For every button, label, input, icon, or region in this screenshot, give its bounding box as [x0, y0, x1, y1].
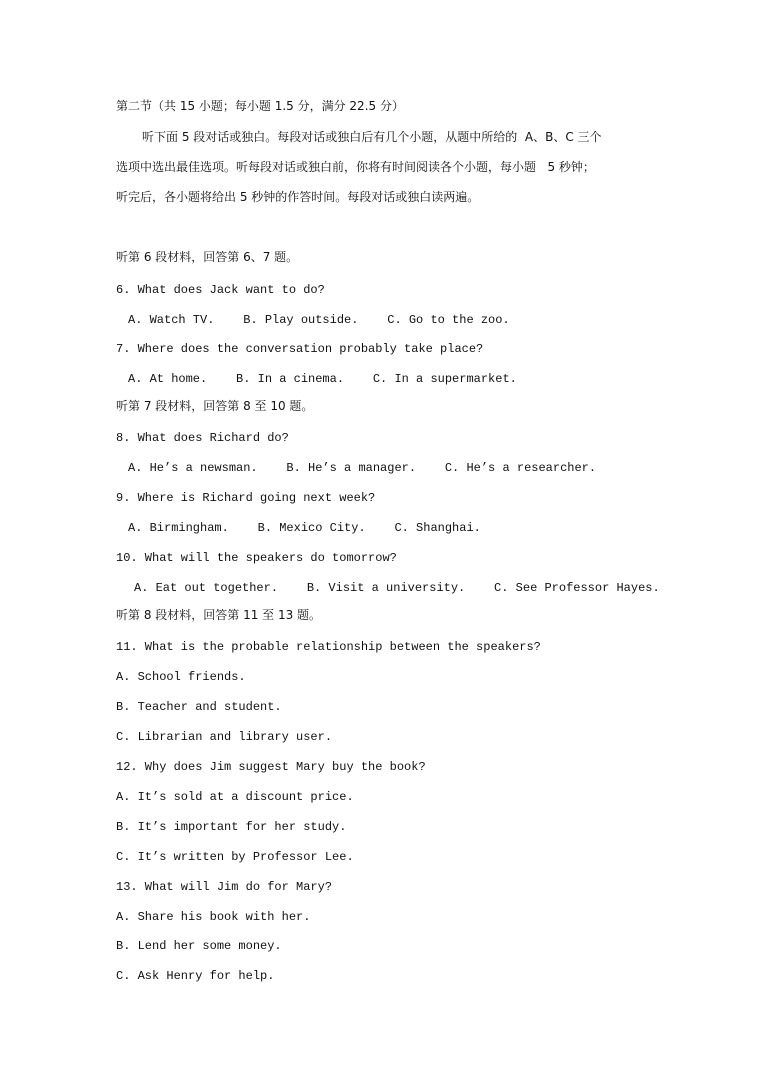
- question-11-option-c: C. Librarian and library user.: [116, 730, 333, 744]
- question-10-options: A. Eat out together. B. Visit a university. C. See Professor Hayes.: [134, 581, 660, 595]
- group-intro-7: 听第 7 段材料，回答第 8 至 10 题。: [116, 399, 314, 413]
- question-11-text: 11. What is the probable relationship between the speakers?: [116, 640, 541, 654]
- question-9-options: A. Birmingham. B. Mexico City. C. Shanghai.: [128, 521, 481, 535]
- question-12-option-b: B. It’s important for her study.: [116, 820, 347, 834]
- question-13-option-b: B. Lend her some money.: [116, 939, 282, 953]
- question-6-options: A. Watch TV. B. Play outside. C. Go to the zoo.: [128, 313, 510, 327]
- group-intro-6: 听第 6 段材料，回答第 6、7 题。: [116, 250, 299, 264]
- instruction-line-2: 选项中选出最佳选项。听每段对话或独白前，你将有时间阅读各个小题，每小题 5 秒钟；: [116, 160, 595, 174]
- question-12-text: 12. Why does Jim suggest Mary buy the book?: [116, 760, 426, 774]
- question-7-options: A. At home. B. In a cinema. C. In a supermarket.: [128, 372, 517, 386]
- question-6-text: 6. What does Jack want to do?: [116, 283, 325, 297]
- question-10-text: 10. What will the speakers do tomorrow?: [116, 551, 397, 565]
- question-12-option-c: C. It’s written by Professor Lee.: [116, 850, 354, 864]
- group-intro-8: 听第 8 段材料，回答第 11 至 13 题。: [116, 608, 322, 622]
- instruction-line-3: 听完后，各小题将给出 5 秒钟的作答时间。每段对话或独白读两遍。: [116, 190, 480, 204]
- instruction-line-1: 听下面 5 段对话或独白。每段对话或独白后有几个小题，从题中所给的 A、B、C 三个: [142, 130, 602, 144]
- section-heading: 第二节（共 15 小题；每小题 1.5 分，满分 22.5 分）: [116, 99, 404, 113]
- question-13-option-a: A. Share his book with her.: [116, 910, 311, 924]
- question-11-option-b: B. Teacher and student.: [116, 700, 282, 714]
- question-8-options: A. He’s a newsman. B. He’s a manager. C. He’s a researcher.: [128, 461, 597, 475]
- question-13-option-c: C. Ask Henry for help.: [116, 969, 275, 983]
- question-9-text: 9. Where is Richard going next week?: [116, 491, 376, 505]
- question-11-option-a: A. School friends.: [116, 670, 246, 684]
- question-7-text: 7. Where does the conversation probably take place?: [116, 342, 484, 356]
- question-13-text: 13. What will Jim do for Mary?: [116, 880, 333, 894]
- question-8-text: 8. What does Richard do?: [116, 431, 289, 445]
- question-12-option-a: A. It’s sold at a discount price.: [116, 790, 354, 804]
